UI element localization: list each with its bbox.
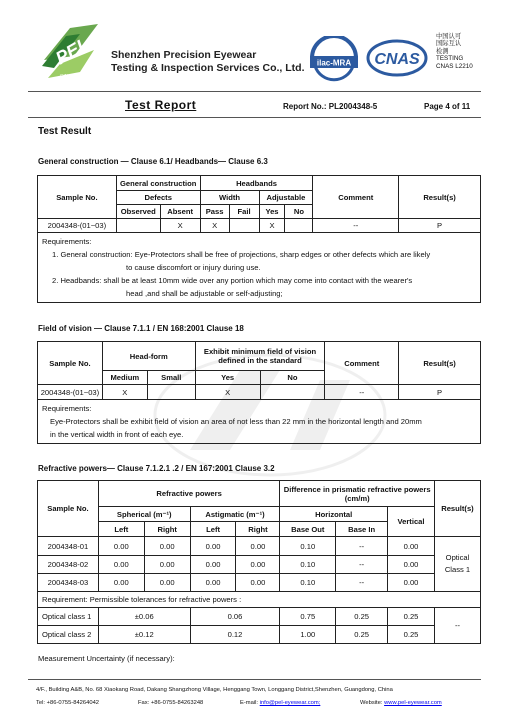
logo-text: PEL: [52, 33, 93, 69]
cell-ast-right: 0.00: [236, 556, 280, 574]
company-line2: Testing & Inspection Services Co., Ltd.: [111, 62, 305, 74]
cnas-line: 中国认可: [436, 33, 462, 40]
col-yes: Yes: [195, 371, 260, 385]
company-name: [111, 49, 305, 75]
tolerance-requirement: Requirement: Permissible tolerances for refractive powers :: [38, 592, 481, 608]
col-small: Small: [147, 371, 195, 385]
cell-base-in: --: [336, 574, 388, 592]
cell-optical-class: Optical class 2: [38, 626, 99, 644]
cnas-line: 国际互认: [436, 40, 462, 48]
col-fail: Fail: [229, 205, 259, 219]
cell-vertical: 0.00: [388, 556, 435, 574]
cell-base-out: 0.10: [280, 574, 336, 592]
col-observed: Observed: [116, 205, 160, 219]
requirements-cell: [38, 233, 481, 303]
col-comment: Comment: [313, 176, 399, 219]
col-yes: Yes: [259, 205, 285, 219]
cell-sph-right: 0.00: [144, 556, 190, 574]
footer-email: [240, 696, 320, 710]
requirements-label: Requirements:: [42, 404, 92, 413]
col-ast-left: Left: [190, 522, 236, 537]
requirement-text: Eye-Protectors shall be exhibit field of vision an area of not less than 22 mm in the horizontal length and 20mm: [50, 417, 422, 426]
cell-result: P: [399, 385, 481, 400]
table-row: [38, 556, 481, 574]
cell-no: [260, 385, 325, 400]
general-construction-table: [37, 175, 481, 303]
col-defects: Defects: [116, 191, 200, 205]
col-pass: Pass: [200, 205, 229, 219]
col-base-out: Base Out: [280, 522, 336, 537]
cell-base-out: 0.10: [280, 537, 336, 556]
cell-ast-left: 0.00: [190, 556, 236, 574]
cell-ast-right: 0.00: [236, 537, 280, 556]
col-headbands: Headbands: [200, 176, 313, 191]
cell-vertical: 0.00: [388, 574, 435, 592]
email-label: E-mail:: [240, 700, 259, 706]
cell-vertical-tol: 0.25: [388, 626, 435, 644]
cnas-line: CNAS L2210: [436, 62, 473, 70]
col-prismatic-difference: Difference in prismatic refractive powers (cm/m): [280, 481, 435, 507]
header-divider: [28, 91, 481, 92]
title-divider: [28, 117, 481, 118]
footer-tel: Tel: +86-0755-84264042: [36, 700, 100, 706]
test-result-heading: Test Result: [38, 126, 92, 137]
col-sample-no: Sample No.: [38, 481, 99, 537]
cell-sph-left: 0.00: [98, 556, 144, 574]
cell-result: P: [399, 219, 481, 233]
cell-comment: --: [325, 385, 399, 400]
website-label: Website:: [360, 700, 383, 706]
cell-sample: 2004348-(01~03): [38, 385, 103, 400]
refractive-powers-table: [37, 480, 481, 644]
col-vertical: Vertical: [388, 507, 435, 537]
col-no: No: [260, 371, 325, 385]
logo-subtext: SINCE 2002: [60, 74, 88, 80]
page-number: Page 4 of 11: [424, 102, 471, 111]
report-number: Report No.: PL2004348-5: [283, 102, 378, 111]
cell-sample: 2004348-03: [38, 574, 99, 592]
cell-medium: X: [102, 385, 147, 400]
cell-base-in-tol: 0.25: [336, 626, 388, 644]
col-medium: Medium: [102, 371, 147, 385]
section1-heading: General construction — Clause 6.1/ Headbands— Clause 6.3: [38, 157, 268, 166]
field-of-vision-table: [37, 341, 481, 444]
cell-base-out-tol: 1.00: [280, 626, 336, 644]
cell-ast-left: 0.00: [190, 537, 236, 556]
col-sph-right: Right: [144, 522, 190, 537]
table-row: [38, 219, 481, 233]
cell-absent: X: [160, 219, 200, 233]
measurement-uncertainty: Measurement Uncertainty (if necessary):: [38, 654, 175, 663]
col-spherical: Spherical (m⁻¹): [98, 507, 190, 522]
ilac-mra-logo: [307, 36, 361, 82]
cell-ast-right: 0.00: [236, 574, 280, 592]
cell-astigmatic-tol: 0.06: [190, 608, 280, 626]
col-sample-no: Sample No.: [38, 176, 117, 219]
cell-ast-left: 0.00: [190, 574, 236, 592]
cell-base-in: --: [336, 537, 388, 556]
cell-yes: X: [195, 385, 260, 400]
cell-small: [147, 385, 195, 400]
cnas-line: TESTING: [436, 55, 464, 63]
report-header: [0, 0, 509, 92]
table-row: [38, 385, 481, 400]
col-absent: Absent: [160, 205, 200, 219]
col-adjustable: Adjustable: [259, 191, 313, 205]
email-link[interactable]: info@pel-eyewear.com;: [259, 700, 321, 706]
cell-optical-class: Optical class 1: [38, 608, 99, 626]
footer-divider: [28, 679, 481, 680]
table-row: [38, 537, 481, 556]
footer-address: 4/F., Building A&B, No. 68 Xiaokang Road, Dakang Shangzhong Village, Henggang Town, Longgang District,Shenzhen, Guangdong, China: [36, 687, 393, 693]
cell-comment: --: [313, 219, 399, 233]
requirements-label: Requirements:: [42, 237, 92, 246]
cell-sph-left: 0.00: [98, 537, 144, 556]
cell-sph-right: 0.00: [144, 574, 190, 592]
cell-vertical: 0.00: [388, 537, 435, 556]
cell-spherical-tol: ±0.06: [98, 608, 190, 626]
col-head-form: Head-form: [102, 342, 195, 371]
cell-sph-left: 0.00: [98, 574, 144, 592]
cell-base-in: --: [336, 556, 388, 574]
pel-logo: [40, 20, 102, 82]
col-sample-no: Sample No.: [38, 342, 103, 385]
table-row: [38, 574, 481, 592]
cell-yes: X: [259, 219, 285, 233]
cell-sample: 2004348-(01~03): [38, 219, 117, 233]
cell-base-out: 0.10: [280, 556, 336, 574]
requirement-1-cont: to cause discomfort or injury during use.: [126, 263, 261, 272]
website-link[interactable]: www.pel-eyewear.com: [384, 700, 442, 706]
cell-pass: X: [200, 219, 229, 233]
report-title: Test Report: [125, 98, 197, 112]
cell-astigmatic-tol: 0.12: [190, 626, 280, 644]
requirement-2: 2. Headbands: shall be at least 10mm wide over any portion which may come into contact with the wearer's: [52, 276, 413, 285]
cell-base-out-tol: 0.75: [280, 608, 336, 626]
col-results: Result(s): [399, 176, 481, 219]
cell-sample: 2004348-02: [38, 556, 99, 574]
section2-heading: Field of vision — Clause 7.1.1 / EN 168:2001 Clause 18: [38, 324, 244, 333]
footer-website: [360, 696, 442, 710]
table-row: [38, 626, 481, 644]
col-results: Result(s): [434, 481, 480, 537]
company-line1: Shenzhen Precision Eyewear: [111, 49, 257, 61]
cell-no: [285, 219, 313, 233]
col-sph-left: Left: [98, 522, 144, 537]
col-base-in: Base In: [336, 522, 388, 537]
col-ast-right: Right: [236, 522, 280, 537]
footer-fax: Fax: +86-0755-84263248: [138, 700, 204, 706]
col-width: Width: [200, 191, 259, 205]
cell-spherical-tol: ±0.12: [98, 626, 190, 644]
title-row: [0, 99, 509, 115]
cell-tol-result: --: [434, 608, 480, 644]
col-astigmatic: Astigmatic (m⁻¹): [190, 507, 280, 522]
cnas-accreditation-text: [436, 33, 473, 70]
col-comment: Comment: [325, 342, 399, 385]
cell-result: Optical Class 1: [434, 537, 480, 592]
requirement-1: 1. General construction: Eye-Protectors shall be free of projections, sharp edges or other defects which are likely: [52, 250, 431, 259]
table-row: [38, 608, 481, 626]
col-horizontal: Horizontal: [280, 507, 388, 522]
requirements-cell: [38, 400, 481, 444]
col-refractive-powers: Refractive powers: [98, 481, 280, 507]
section3-heading: Refractive powers— Clause 7.1.2.1 .2 / EN 167:2001 Clause 3.2: [38, 464, 275, 473]
requirement-2-cont: head ,and shall be adjustable or self-adjusting;: [126, 289, 283, 298]
cell-fail: [229, 219, 259, 233]
col-results: Result(s): [399, 342, 481, 385]
requirement-text-cont: in the vertical width in front of each eye.: [50, 430, 184, 439]
col-exhibit-field: Exhibit minimum field of vision defined in the standard: [195, 342, 325, 371]
cell-sample: 2004348-01: [38, 537, 99, 556]
cell-observed: [116, 219, 160, 233]
cnas-logo: [366, 38, 428, 78]
cnas-label: CNAS: [374, 51, 420, 68]
cell-base-in-tol: 0.25: [336, 608, 388, 626]
cell-sph-right: 0.00: [144, 537, 190, 556]
col-general-construction: General construction: [116, 176, 200, 191]
cell-vertical-tol: 0.25: [388, 608, 435, 626]
col-no: No: [285, 205, 313, 219]
ilac-label: ilac-MRA: [316, 58, 352, 68]
cnas-line: 检测: [436, 47, 449, 55]
